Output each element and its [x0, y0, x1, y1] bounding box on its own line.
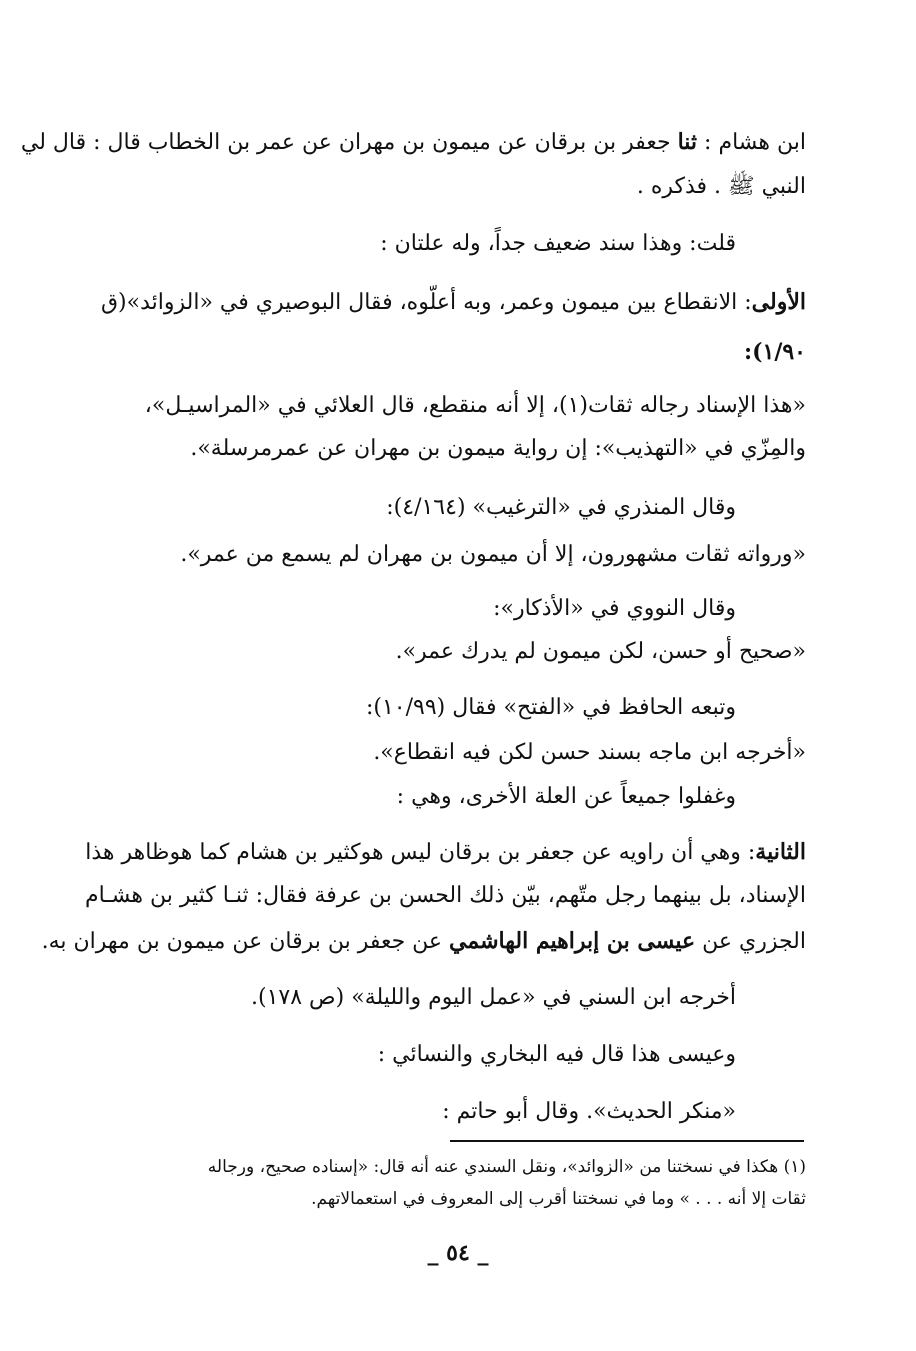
- text-line: «صحيح أو حسن، لكن ميمون لم يدرك عمر».: [395, 639, 806, 664]
- text-span: عن جعفر بن برقان عن ميمون بن مهران به.: [41, 929, 450, 954]
- text-line: وتبعه الحافظ في «الفتح» فقال (١٠/٩٩):: [365, 695, 736, 720]
- text-line: «ورواته ثقات مشهورون، إلا أن ميمون بن مهران لم يسمع من عمر».: [180, 542, 806, 567]
- bold-name: عيسى بن إبراهيم الهاشمي: [449, 928, 696, 954]
- text-line: والمِزّي في «التهذيب»: إن رواية ميمون بن مهران عن عمرمرسلة».: [190, 436, 806, 461]
- footnote-line: ثقات إلا أنه . . . » وما في نسختنا أقرب إلى المعروف في استعمالاتهم.: [311, 1189, 806, 1209]
- text-line: ١/٩٠):: [743, 339, 806, 365]
- page-number: _ ٥٤ _: [427, 1240, 489, 1266]
- text-line: وعيسى هذا قال فيه البخاري والنسائي :: [377, 1042, 736, 1067]
- text-line: [0, 287, 916, 318]
- section-label: الثانية: [755, 839, 806, 865]
- text-line: «هذا الإسناد رجاله ثقات(١)، إلا أنه منقطع، قال العلائي في «المراسيـل»،: [144, 393, 806, 418]
- text-line: [0, 127, 916, 158]
- text-span: : وهي أن راويه عن جعفر بن برقان ليس هوكثير بن هشام كما هوظاهر هذا: [85, 840, 756, 865]
- text-line: وغفلوا جميعاً عن العلة الأخرى، وهي :: [396, 784, 736, 809]
- text-line: وقال المنذري في «الترغيب» (٤/١٦٤):: [386, 495, 736, 520]
- text-line: أخرجه ابن السني في «عمل اليوم والليلة» (ص ١٧٨).: [251, 985, 736, 1010]
- text-line: [0, 837, 916, 868]
- text-span: ابن هشام :: [697, 130, 806, 155]
- text-span: : الانقطاع بين ميمون وعمر، وبه أعلّوه، فقال البوصيري في «الزوائد»(ق: [100, 290, 752, 315]
- bold-term: ثنا: [677, 129, 698, 155]
- text-span: جعفر بن برقان عن ميمون بن مهران عن عمر بن الخطاب قال : قال لي: [20, 130, 678, 155]
- footnote-line: (١) هكذا في نسختنا من «الزوائد»، ونقل السندي عنه أنه قال: «إسناده صحيح، ورجاله: [207, 1157, 806, 1177]
- footnote-separator: [450, 1140, 804, 1142]
- text-span: الجزري عن: [695, 929, 806, 954]
- text-line: الإسناد، بل بينهما رجل متّهم، بيّن ذلك الحسن بن عرفة فقال: ثنـا كثير بن هشـام: [85, 883, 806, 908]
- text-line: قلت: وهذا سند ضعيف جداً، وله علتان :: [380, 231, 736, 256]
- text-line: «أخرجه ابن ماجه بسند حسن لكن فيه انقطاع».: [373, 740, 806, 765]
- section-label: الأولى: [751, 289, 806, 315]
- text-line: وقال النووي في «الأذكار»:: [493, 596, 736, 621]
- text-line: النبي ﷺ . فذكره .: [636, 174, 806, 199]
- text-line: «منكر الحديث». وقال أبو حاتم :: [442, 1099, 736, 1124]
- text-line: [0, 926, 916, 957]
